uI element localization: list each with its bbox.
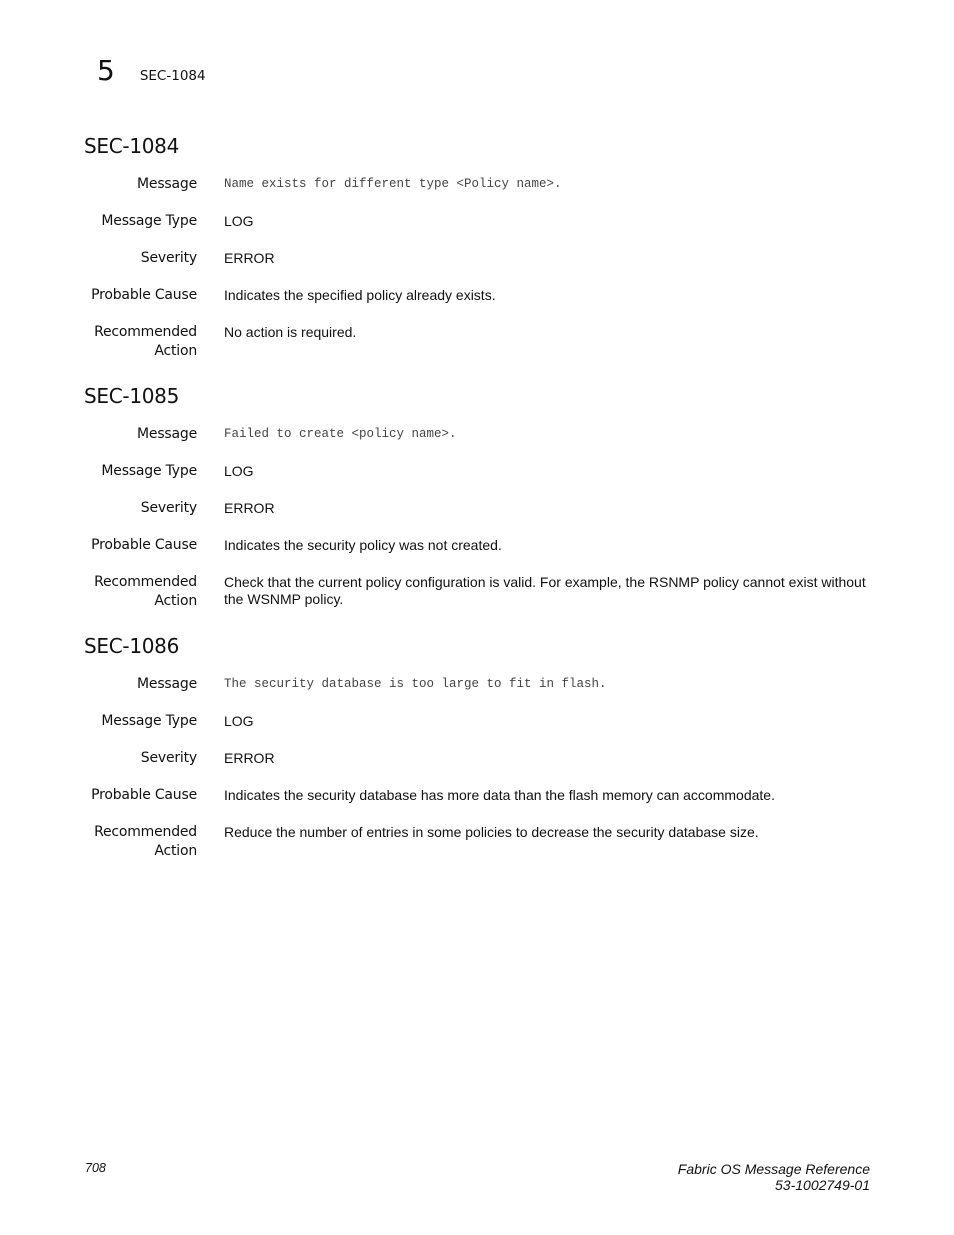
message-entry-sec-1086 [0, 631, 954, 861]
field-label-recommended-action [0, 573, 197, 611]
label-line: Recommended [94, 574, 197, 590]
field-row-message-type [0, 212, 954, 231]
field-row-probable-cause [0, 286, 954, 305]
recommended-action-value: No action is required. [224, 324, 357, 340]
page-number: 708 [85, 1161, 106, 1175]
field-label: Severity [140, 500, 197, 516]
field-row-message-type [0, 712, 954, 731]
message-heading: SEC-1085 [84, 384, 180, 408]
field-row-recommended-action [0, 573, 954, 611]
label-line: Recommended [94, 324, 197, 340]
message-heading: SEC-1084 [84, 134, 180, 158]
field-row-message [0, 175, 954, 194]
probable-cause-value: Indicates the specified policy already exists. [224, 287, 496, 303]
field-label: Probable Cause [91, 537, 197, 553]
probable-cause-value: Indicates the security database has more data than the flash memory can accommodate. [224, 787, 775, 803]
field-label: Message Type [101, 463, 197, 479]
severity-value: ERROR [224, 250, 275, 266]
label-line: Action [154, 843, 197, 859]
field-label: Message [137, 676, 197, 692]
field-label: Message Type [101, 713, 197, 729]
label-line: Action [154, 593, 197, 609]
field-label: Severity [140, 750, 197, 766]
message-entry-sec-1084 [0, 131, 954, 361]
field-row-message [0, 425, 954, 444]
running-title: SEC-1084 [139, 68, 206, 84]
message-text: Name exists for different type <Policy name>. [224, 177, 562, 191]
message-type-value: LOG [224, 463, 254, 479]
field-row-severity [0, 499, 954, 518]
field-row-message-type [0, 462, 954, 481]
severity-value: ERROR [224, 750, 275, 766]
message-type-value: LOG [224, 713, 254, 729]
field-row-severity [0, 249, 954, 268]
page-header [97, 55, 206, 87]
field-row-severity [0, 749, 954, 768]
footer-doc-info [678, 1161, 870, 1193]
message-type-value: LOG [224, 213, 254, 229]
field-label-recommended-action [0, 323, 197, 361]
message-text: Failed to create <policy name>. [224, 427, 457, 441]
field-row-probable-cause [0, 786, 954, 805]
message-heading: SEC-1086 [84, 634, 180, 658]
field-label: Message Type [101, 213, 197, 229]
field-label: Severity [140, 250, 197, 266]
message-entry-sec-1085 [0, 381, 954, 611]
field-row-probable-cause [0, 536, 954, 555]
message-text: The security database is too large to fit in flash. [224, 677, 607, 691]
field-row-message [0, 675, 954, 694]
label-line: Action [154, 343, 197, 359]
field-label: Message [137, 426, 197, 442]
field-label: Probable Cause [91, 787, 197, 803]
recommended-action-value: Check that the current policy configuration is valid. For example, the RSNMP policy cannot exist without the WSNMP policy. [224, 574, 866, 607]
field-label-recommended-action [0, 823, 197, 861]
field-label: Message [137, 176, 197, 192]
page-content [0, 131, 954, 881]
field-row-recommended-action [0, 323, 954, 361]
severity-value: ERROR [224, 500, 275, 516]
probable-cause-value: Indicates the security policy was not created. [224, 537, 502, 553]
doc-title: Fabric OS Message Reference [677, 1161, 870, 1177]
field-row-recommended-action [0, 823, 954, 861]
field-label: Probable Cause [91, 287, 197, 303]
label-line: Recommended [94, 824, 197, 840]
doc-number: 53-1002749-01 [775, 1177, 870, 1193]
chapter-number: 5 [97, 54, 115, 87]
recommended-action-value: Reduce the number of entries in some policies to decrease the security database size. [224, 824, 759, 840]
